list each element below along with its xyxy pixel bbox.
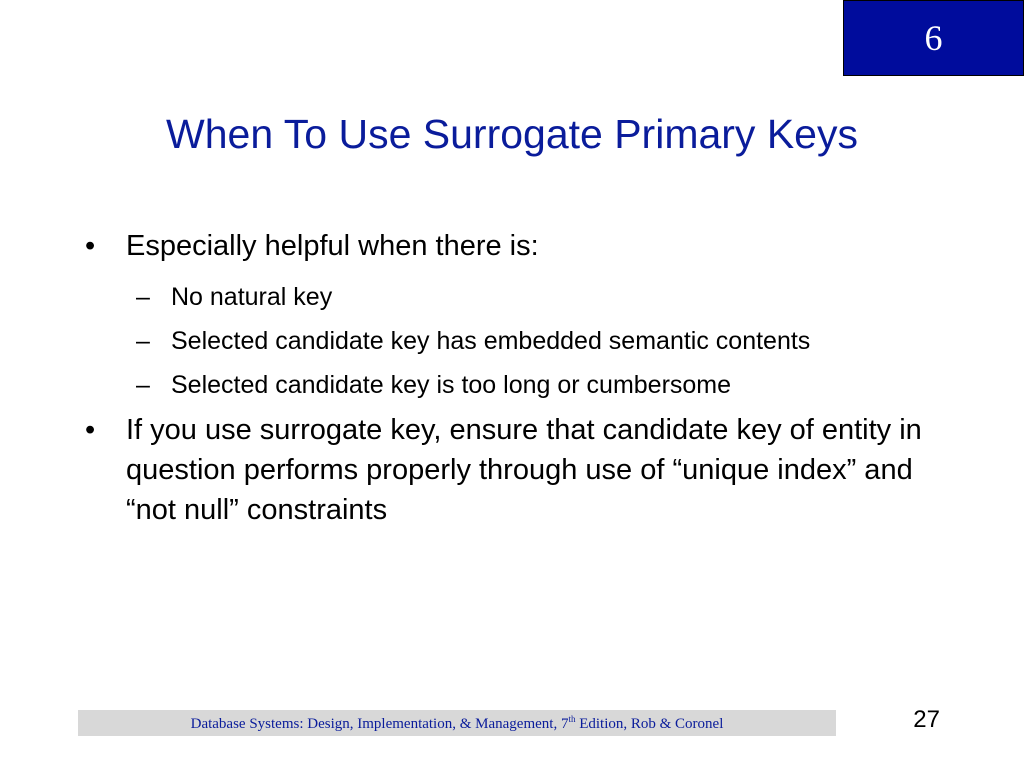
sub-bullet-item [136, 366, 955, 404]
sub-bullet-item [136, 278, 955, 316]
sub-bullet-marker: – [136, 283, 150, 311]
sub-bullet-list [136, 278, 955, 404]
footer-citation [191, 714, 724, 733]
sub-bullet-marker: – [136, 327, 150, 355]
bullet-item [85, 226, 955, 266]
footer-citation-superscript: th [568, 713, 576, 724]
bullet-marker: • [85, 230, 96, 262]
slide-content [85, 226, 955, 542]
bullet-text: Especially helpful when there is: [126, 230, 539, 262]
sub-bullet-marker: – [136, 371, 150, 399]
chapter-badge [843, 0, 1024, 76]
page-number: 27 [913, 706, 940, 733]
slide-title: When To Use Surrogate Primary Keys [166, 111, 858, 157]
footer-citation-main: Database Systems: Design, Implementation, & Management, 7 [190, 715, 569, 732]
sub-bullet-text: Selected candidate key has embedded semantic contents [171, 327, 811, 355]
bullet-text: If you use surrogate key, ensure that candidate key of entity in question performs properly through use of “unique index” and “not null” constraints [126, 414, 922, 526]
footer-citation-rest: Edition, Rob & Coronel [575, 715, 724, 732]
sub-bullet-item [136, 322, 955, 360]
chapter-number: 6 [924, 18, 943, 58]
sub-bullet-text: Selected candidate key is too long or cumbersome [171, 371, 732, 399]
bullet-marker: • [85, 414, 96, 446]
footer-citation-bar [78, 710, 836, 736]
sub-bullet-text: No natural key [171, 283, 333, 311]
bullet-item [85, 410, 955, 530]
